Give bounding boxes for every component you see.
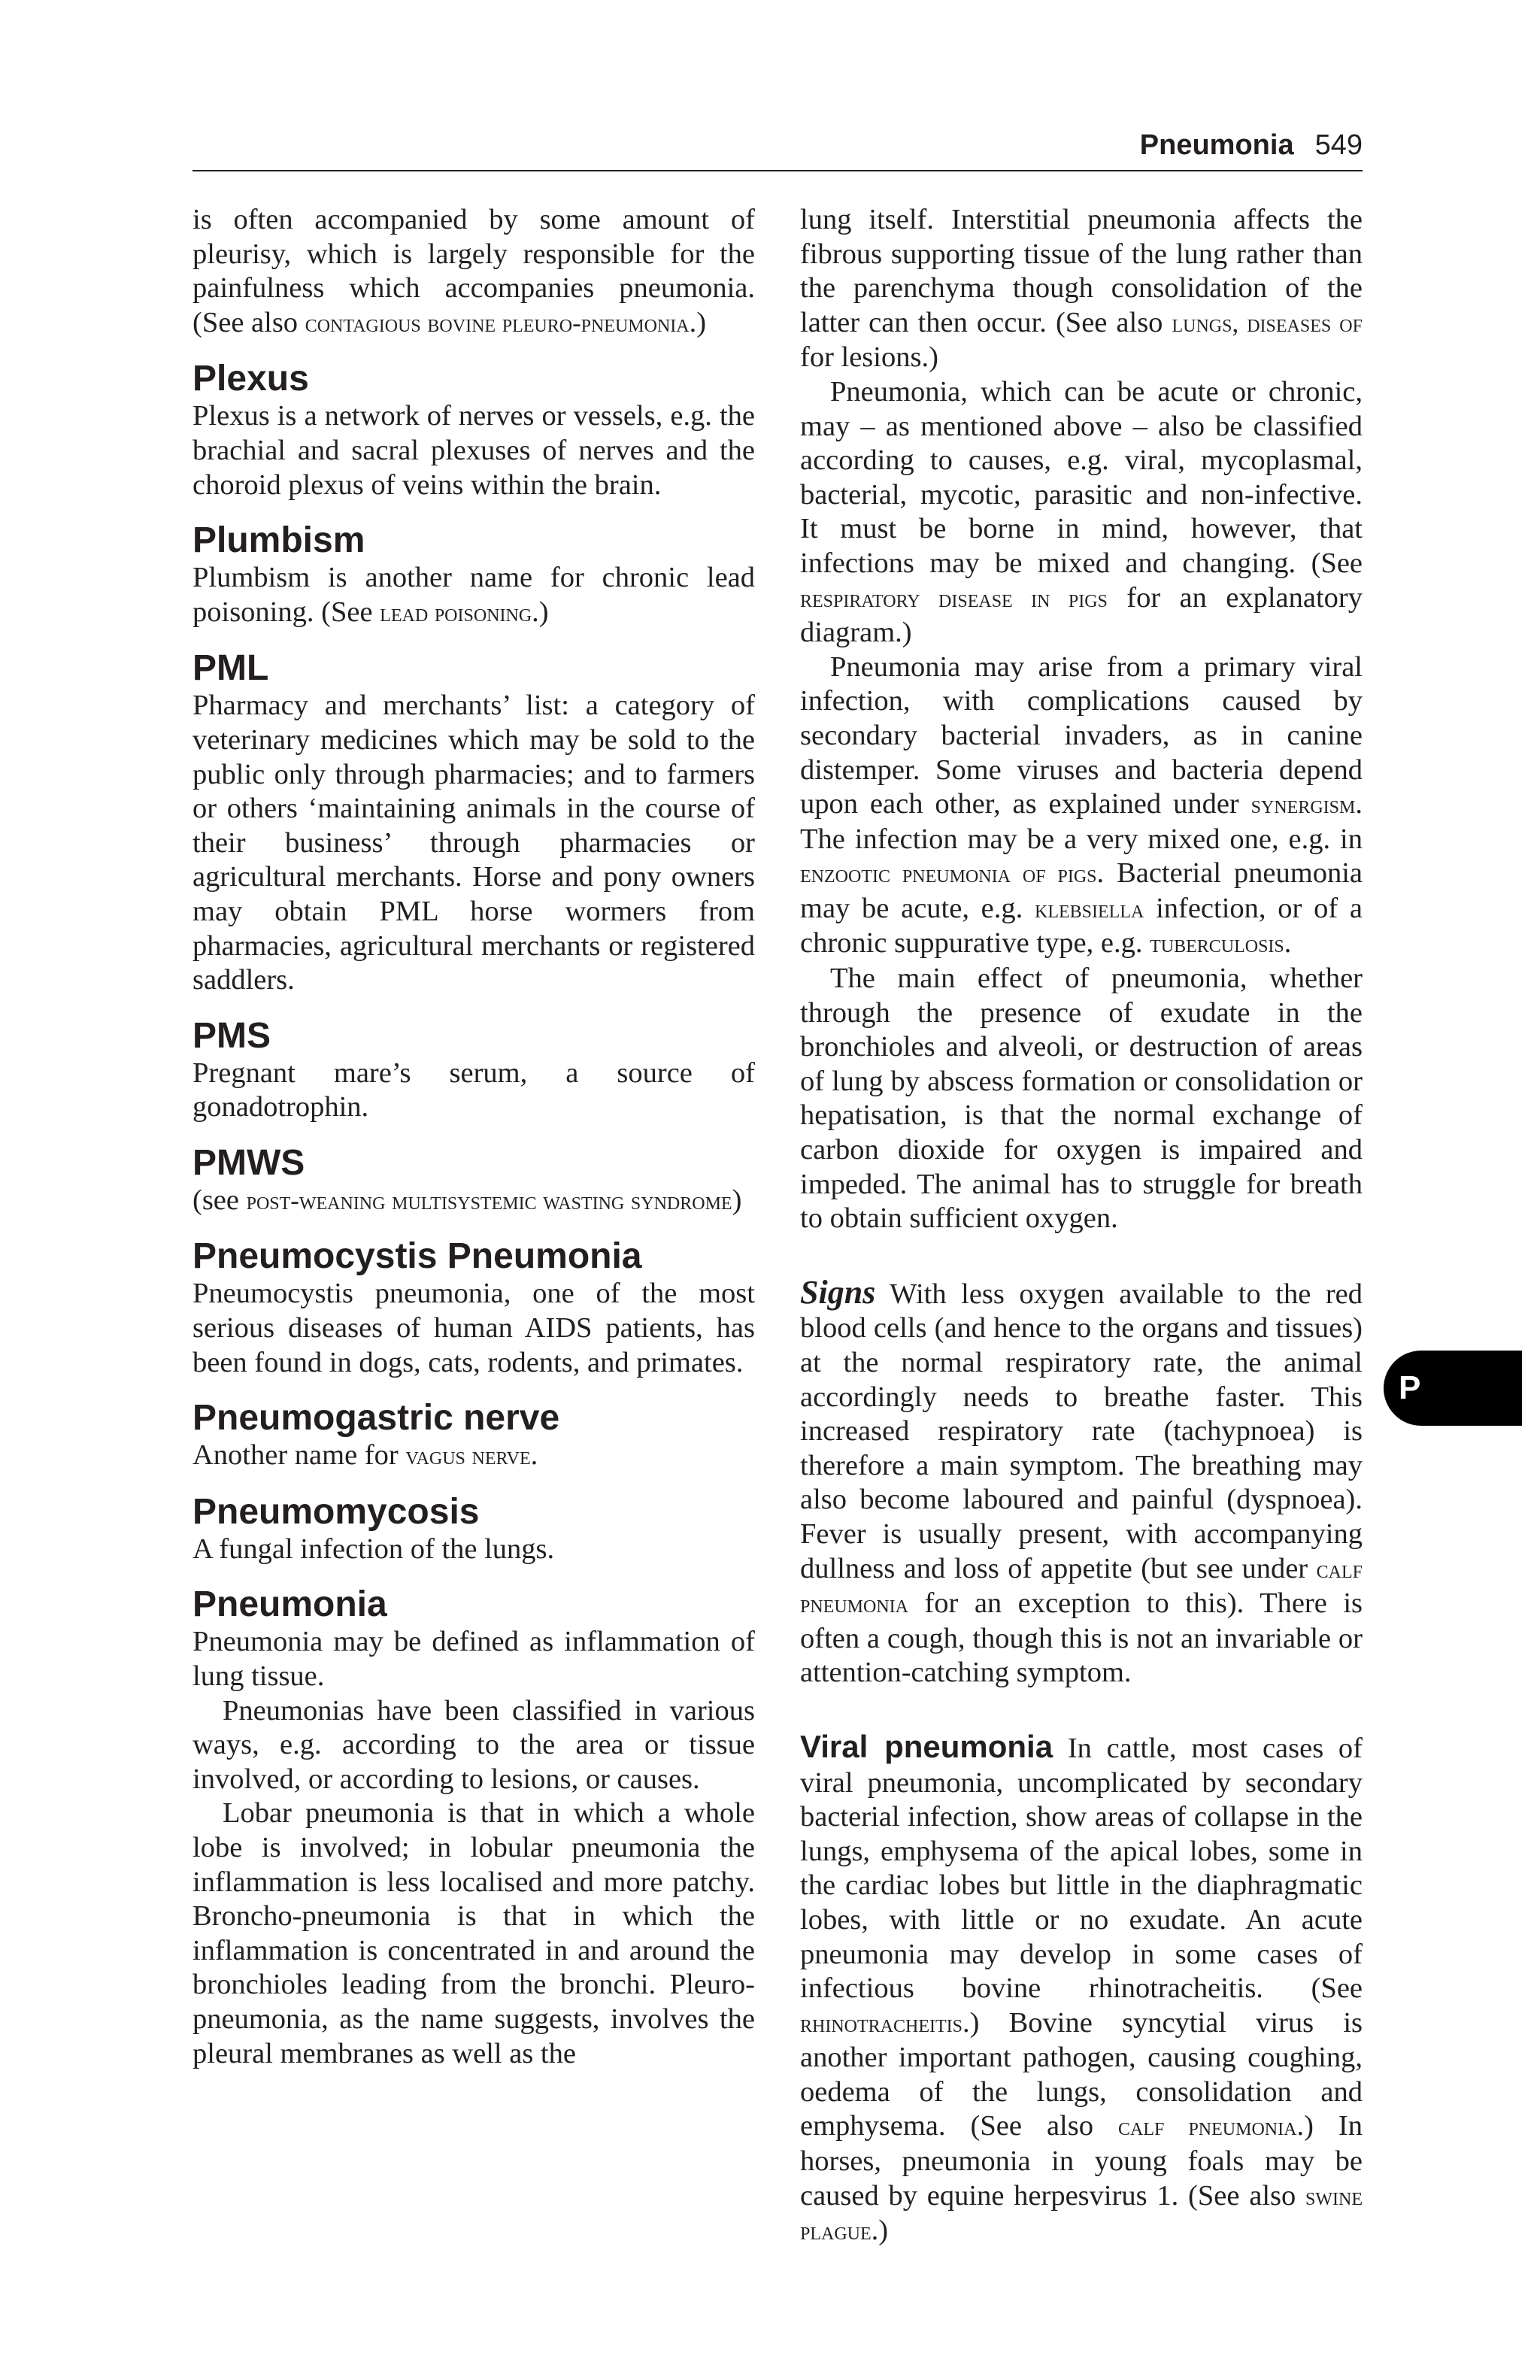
entry-text-pmws — [192, 1184, 755, 1219]
text: In cattle, most cases of viral pneumonia, uncomplicated by secondary bacterial infection, show areas of collapse in the lungs, emphysema of the apical lobes, some in the cardiac lobes but little in the diaphragmatic lobes, with little or no exudate. An acute pneumonia may develop in some cases of infectious bovine rhinotracheitis. (See — [800, 1732, 1363, 2005]
cross-reference: vagus nerve — [405, 1442, 531, 1471]
entry-title-pneumocystis-pneumonia: Pneumocystis Pneumonia — [192, 1236, 642, 1277]
text: . The infection may be a very mixed one, e.g. in — [800, 788, 1363, 855]
text: .) In horses, pneumonia in young foals may be caused by equine herpesvirus 1. (See also — [800, 2110, 1363, 2212]
entry-title-pneumogastric-nerve: Pneumogastric nerve — [192, 1398, 560, 1439]
cross-reference: calf pneumonia — [1118, 2112, 1297, 2142]
pneumonia-paragraph-1: Pneumonia may be defined as inflammation of lung tissue. — [192, 1626, 755, 1693]
entry-text-pneumogastric-nerve — [192, 1439, 755, 1474]
entry-title-pms: PMS — [192, 1015, 271, 1056]
cross-reference: swine plague — [800, 2181, 1363, 2246]
cross-reference: contagious bovine pleuro-pneumonia — [305, 308, 690, 338]
text: for an explanatory diagram.) — [800, 581, 1363, 649]
text: .) — [871, 2215, 889, 2247]
entry-title-pmws: PMWS — [192, 1142, 305, 1183]
header-rule — [192, 170, 1363, 171]
cross-reference: lungs, diseases of — [1172, 308, 1363, 338]
signs-paragraph — [800, 1275, 1363, 1690]
text: is often accompanied by some amount of pleurisy, which is largely responsible for the painfulness which accompanies pneumonia. (See also — [192, 204, 755, 338]
text: for an exception to this). There is often a cough, though this is not an invariable or attention-catching symptom. — [800, 1587, 1363, 1689]
viral-pneumonia-paragraph — [800, 1730, 1363, 2249]
entry-text-pml: Pharmacy and merchants’ list: a category of veterinary medicines which may be sold to the public only through pharmacies; and to farmers or others ‘maintaining animals in the course of their business’ through pharmacies or agricultural merchants. Horse and pony owners may obtain PML horse wormers from pharmacies, agricultural merchants or registered saddlers. — [192, 690, 755, 996]
right-column — [800, 203, 1363, 2249]
pneumonia-paragraph-3: Lobar pneumonia is that in which a whole lobe is involved; in lobular pneumonia the inflammation is less localised and more patchy. Broncho-pneumonia is that in which the inflammation is concentrated in and around the bronchioles leading from the bronchi. Pleuro-pneumonia, as the name suggests, involves the pleural membranes as well as the — [192, 1797, 755, 2069]
thumb-index-tab — [1384, 1351, 1522, 1426]
signs-subheading: Signs — [800, 1273, 876, 1311]
pneumonia-paragraph-4 — [800, 203, 1363, 375]
cross-reference: synergism — [1250, 790, 1356, 820]
entry-text-plumbism — [192, 561, 755, 630]
text: for lesions.) — [800, 341, 938, 374]
cross-reference: lead poisoning — [380, 598, 532, 627]
text: Pneumonia, which can be acute or chronic, may – as mentioned above – also be classified according to causes, e.g. viral, mycoplasmal, bacterial, mycotic, parasitic and non-infective. It must be borne in mind, however, that infections may be mixed and changing. (See — [800, 375, 1363, 579]
viral-pneumonia-subheading: Viral pneumonia — [800, 1728, 1053, 1764]
entry-title-pml: PML — [192, 648, 269, 689]
cross-reference: tuberculosis — [1150, 929, 1284, 959]
section-gap — [800, 1690, 1363, 1730]
text: lung itself. Interstitial pneumonia affects the fibrous supporting tissue of the lung rather than the parenchyma though consolidation of the latter can then occur. (See also — [800, 204, 1363, 338]
pneumonia-paragraph-5 — [800, 375, 1363, 650]
cross-reference: respiratory disease in pigs — [800, 584, 1108, 613]
cross-reference: rhinotracheitis — [800, 2009, 962, 2038]
text: .) — [689, 306, 707, 338]
cross-reference: calf pneumonia — [800, 1554, 1363, 1619]
entry-title-plexus: Plexus — [192, 359, 309, 399]
entry-title-plumbism: Plumbism — [192, 520, 365, 561]
entry-title-pneumonia: Pneumonia — [192, 1584, 387, 1625]
text: ) — [732, 1184, 742, 1216]
text: infection, or of a chronic suppurative type, e.g. — [800, 892, 1363, 960]
entry-text-plexus: Plexus is a network of nerves or vessels, e.g. the brachial and sacral plexuses of nerves and the choroid plexus of veins within the brain. — [192, 400, 755, 501]
entry-text-pms: Pregnant mare’s serum, a source of gonadotrophin. — [192, 1057, 755, 1123]
page-number: 549 — [1314, 129, 1363, 161]
entry-text-pneumocystis-pneumonia: Pneumocystis pneumonia, one of the most serious diseases of human AIDS patients, has been found in dogs, cats, rodents, and primates. — [192, 1278, 755, 1378]
text: Another name for — [192, 1439, 406, 1472]
pneumonia-paragraph-7: The main effect of pneumonia, whether through the presence of exudate in the bronchioles and alveoli, or destruction of areas of lung by abscess formation or consolidation or hepatisation, is that the normal exchange of carbon dioxide for oxygen is impaired and impeded. The animal has to struggle for breath to obtain sufficient oxygen. — [800, 963, 1363, 1235]
text: (see — [192, 1184, 247, 1216]
text: . Bacterial pneumonia may be acute, e.g. — [800, 857, 1363, 924]
entry-title-pneumomycosis: Pneumomycosis — [192, 1491, 480, 1532]
running-head-title: Pneumonia — [1139, 129, 1294, 161]
pneumonia-paragraph-2: Pneumonias have been classified in various ways, e.g. according to the area or tissue involved, or according to lesions, or causes. — [192, 1694, 755, 1795]
running-head — [192, 126, 1363, 164]
pneumonia-paragraph-6 — [800, 650, 1363, 962]
text: .) — [532, 596, 549, 628]
continued-paragraph — [192, 203, 755, 341]
text: Plumbism is another name for chronic lead poisoning. (See — [192, 562, 755, 628]
cross-reference: post-weaning multisystemic wasting syndrome — [246, 1186, 732, 1215]
text: .) Bovine syncytial virus is another important pathogen, causing coughing, oedema of the lungs, consolidation and emphysema. (See also — [800, 2006, 1363, 2142]
text: . — [530, 1439, 538, 1472]
entry-text-pneumomycosis: A fungal infection of the lungs. — [192, 1533, 555, 1565]
text: . — [1284, 927, 1292, 960]
cross-reference: klebsiella — [1035, 894, 1144, 923]
text: Pneumonia may arise from a primary viral infection, with complications caused by secondary bacterial invaders, as in canine distemper. Some viruses and bacteria depend upon each other, as explained under — [800, 650, 1363, 820]
left-column — [192, 203, 755, 2071]
cross-reference: enzootic pneumonia of pigs — [800, 860, 1097, 889]
thumb-tab-letter: P — [1399, 1369, 1421, 1406]
section-gap — [800, 1236, 1363, 1275]
text: With less oxygen available to the red blood cells (and hence to the organs and tissues) at the normal respiratory rate, the animal accordingly needs to breathe faster. This increased respiratory rate (tachypnoea) is therefore a main symptom. The breathing may also become laboured and painful (dyspnoea). Fever is usually present, with accompanying dullness and loss of appetite (but see under — [800, 1278, 1363, 1584]
